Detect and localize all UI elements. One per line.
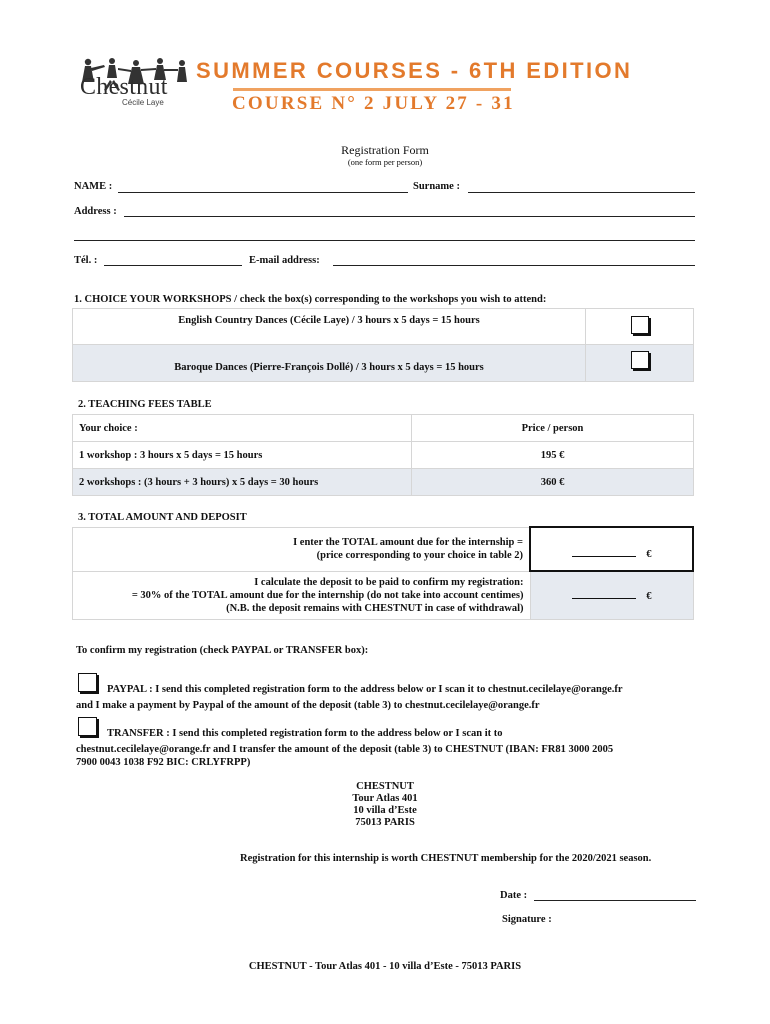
footer-address: CHESTNUT - Tour Atlas 401 - 10 villa d’Este - 75013 PARIS <box>248 961 522 972</box>
address-label: Address : <box>74 206 117 217</box>
deposit-text-line: = 30% of the TOTAL amount due for the internship (do not take into account centimes) <box>131 589 524 601</box>
transfer-text-3: 7900 0043 1038 F92 BIC: CRLYFRPP) <box>76 757 251 768</box>
workshop-checkbox-cell <box>586 309 694 345</box>
page-title: SUMMER COURSES - 6TH EDITION <box>196 58 633 83</box>
logo-wordmark: Chestnut <box>80 74 168 100</box>
deposit-amount-line[interactable] <box>572 588 636 599</box>
total-table <box>72 526 694 620</box>
total-amount-field[interactable] <box>530 527 693 571</box>
deposit-amount-field[interactable] <box>530 571 693 619</box>
date-field[interactable] <box>534 900 696 901</box>
membership-note: Registration for this internship is worth CHESTNUT membership for the 2020/2021 season. <box>240 853 652 864</box>
total-text-line: (price corresponding to your choice in table 2) <box>316 550 523 561</box>
name-label: NAME : <box>74 181 113 192</box>
paypal-text: PAYPAL : I send this completed registration form to the address below or I scan it to chestnut.cecilelaye@orange.fr <box>107 684 623 695</box>
workshop-checkbox-cell <box>586 345 694 382</box>
workshop-label: Baroque Dances (Pierre-François Dollé) / 3 hours x 5 days = 15 hours <box>73 345 586 382</box>
form-subheading: (one form per person) <box>347 157 423 167</box>
paypal-checkbox[interactable] <box>78 673 97 692</box>
fees-col-choice: Your choice : <box>73 415 412 442</box>
address-line: Tour Atlas 401 <box>352 793 418 804</box>
total-description <box>73 527 531 571</box>
email-field[interactable] <box>333 265 695 266</box>
address-line: 75013 PARIS <box>355 817 415 828</box>
fees-price: 195 € <box>412 442 694 469</box>
workshop-row <box>73 309 694 345</box>
total-heading: 3. TOTAL AMOUNT AND DEPOSIT <box>78 512 247 523</box>
fees-choice: 1 workshop : 3 hours x 5 days = 15 hours <box>73 442 412 469</box>
fees-price: 360 € <box>412 469 694 496</box>
deposit-row <box>73 571 694 619</box>
fees-row <box>73 442 694 469</box>
workshops-table <box>72 308 694 382</box>
title-underline <box>233 88 511 91</box>
tel-field[interactable] <box>104 265 242 266</box>
surname-label: Surname : <box>413 181 460 192</box>
workshop-label: English Country Dances (Cécile Laye) / 3 hours x 5 days = 15 hours <box>73 309 586 345</box>
address-field-line2[interactable] <box>74 240 695 241</box>
transfer-text-2: chestnut.cecilelaye@orange.fr and I transfer the amount of the deposit (table 3) to CHESTNUT (IBAN: FR81 3000 2005 <box>76 744 614 755</box>
fees-choice: 2 workshops : (3 hours + 3 hours) x 5 days = 30 hours <box>73 469 412 496</box>
transfer-checkbox[interactable] <box>78 717 97 736</box>
deposit-description <box>73 571 531 619</box>
total-text-line: I enter the TOTAL amount due for the internship = <box>293 537 523 548</box>
form-heading: Registration Form <box>341 143 429 157</box>
address-field[interactable] <box>124 216 695 217</box>
euro-symbol: € <box>646 549 652 560</box>
name-field[interactable] <box>118 192 408 193</box>
surname-field[interactable] <box>468 192 695 193</box>
total-amount-line[interactable] <box>572 546 636 557</box>
confirm-heading: To confirm my registration (check PAYPAL or TRANSFER box): <box>76 645 369 656</box>
fees-header-row <box>73 415 694 442</box>
email-label: E-mail address: <box>249 255 320 266</box>
fees-col-price: Price / person <box>412 415 694 442</box>
postal-address <box>0 781 770 829</box>
workshops-heading: 1. CHOICE YOUR WORKSHOPS / check the box(s) corresponding to the workshops you wish to attend: <box>74 294 547 305</box>
course-title: COURSE N° 2 JULY 27 - 31 <box>232 93 515 114</box>
transfer-text: TRANSFER : I send this completed registration form to the address below or I scan it to <box>107 728 503 739</box>
address-line: CHESTNUT <box>356 781 414 792</box>
paypal-text-2: and I make a payment by Paypal of the amount of the deposit (table 3) to chestnut.cecilelaye@orange.fr <box>76 700 540 711</box>
logo-subtitle: Cécile Laye <box>122 98 164 107</box>
signature-label: Signature : <box>502 914 552 925</box>
fees-heading: 2. TEACHING FEES TABLE <box>78 399 212 410</box>
address-line: 10 villa d’Este <box>353 805 417 816</box>
fees-table <box>72 414 694 496</box>
workshop-row <box>73 345 694 382</box>
date-label: Date : <box>500 890 528 901</box>
euro-symbol: € <box>646 591 652 603</box>
fees-row <box>73 469 694 496</box>
deposit-text-line: I calculate the deposit to be paid to confirm my registration: <box>254 576 524 588</box>
total-row <box>73 527 694 571</box>
deposit-text-line: (N.B. the deposit remains with CHESTNUT in case of withdrawal) <box>226 602 524 614</box>
workshop-baroque-checkbox[interactable] <box>631 351 649 369</box>
workshop-english-checkbox[interactable] <box>631 316 649 334</box>
tel-label: Tél. : <box>74 255 98 266</box>
